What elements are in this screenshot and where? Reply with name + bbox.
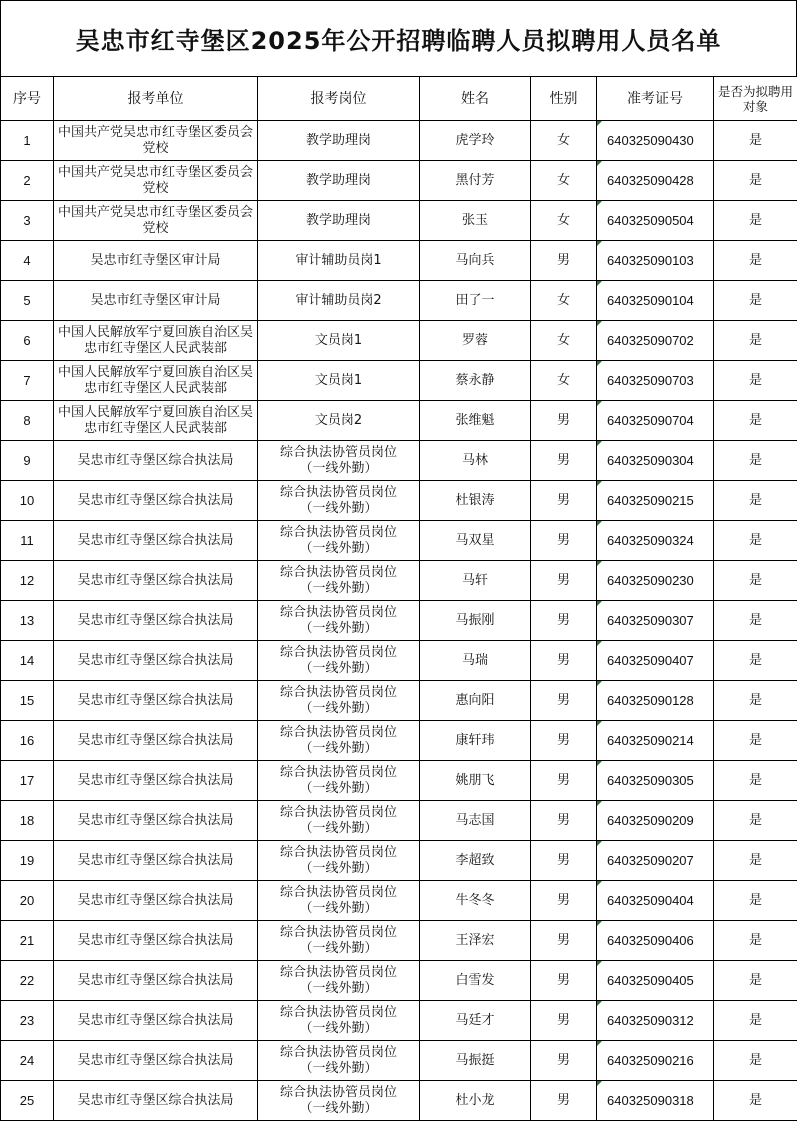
table-row [1, 241, 797, 281]
cell-unit[interactable]: 中国人民解放军宁夏回族自治区吴忠市红寺堡区人民武装部 [54, 361, 258, 401]
cell-gender[interactable]: 男 [531, 241, 597, 281]
cell-name[interactable]: 马志国 [420, 801, 531, 841]
post-title: 综合执法协管员岗位 [279, 524, 397, 540]
cell-exam-no[interactable]: 640325090305 [597, 761, 714, 801]
header-hired[interactable]: 是否为拟聘用对象 [714, 77, 797, 121]
post-title: 文员岗1 [314, 332, 363, 348]
cell-name[interactable]: 马向兵 [420, 241, 531, 281]
table-row [1, 1041, 797, 1081]
cell-hired[interactable]: 是 [714, 521, 797, 561]
cell-gender[interactable]: 男 [531, 601, 597, 641]
cell-name[interactable]: 姚朋飞 [420, 761, 531, 801]
cell-exam-no[interactable]: 640325090406 [597, 921, 714, 961]
cell-exam-no[interactable]: 640325090103 [597, 241, 714, 281]
table-row [1, 281, 797, 321]
cell-unit[interactable]: 中国共产党吴忠市红寺堡区委员会党校 [54, 121, 258, 161]
cell-name[interactable]: 马瑞 [420, 641, 531, 681]
post-title: 综合执法协管员岗位 [279, 924, 397, 940]
cell-hired[interactable]: 是 [714, 681, 797, 721]
cell-post[interactable] [258, 121, 420, 161]
cell-post[interactable] [258, 201, 420, 241]
cell-hired[interactable]: 是 [714, 361, 797, 401]
cell-exam-no[interactable]: 640325090207 [597, 841, 714, 881]
cell-gender[interactable]: 女 [531, 281, 597, 321]
header-unit[interactable]: 报考单位 [54, 77, 258, 121]
cell-gender[interactable]: 男 [531, 481, 597, 521]
cell-name[interactable]: 田了一 [420, 281, 531, 321]
post-title: 综合执法协管员岗位 [279, 1044, 397, 1060]
cell-post[interactable] [258, 881, 420, 921]
table-row [1, 881, 797, 921]
cell-gender[interactable]: 男 [531, 801, 597, 841]
cell-unit[interactable]: 吴忠市红寺堡区综合执法局 [54, 921, 258, 961]
post-title: 教学助理岗 [305, 212, 371, 228]
cell-unit[interactable]: 吴忠市红寺堡区综合执法局 [54, 641, 258, 681]
cell-seq[interactable]: 14 [1, 641, 54, 681]
cell-exam-no[interactable]: 640325090307 [597, 601, 714, 641]
post-subtitle: （一线外勤） [299, 500, 378, 516]
cell-seq[interactable]: 19 [1, 841, 54, 881]
cell-hired[interactable]: 是 [714, 1041, 797, 1081]
cell-post[interactable] [258, 1041, 420, 1081]
table-row [1, 601, 797, 641]
cell-seq[interactable]: 20 [1, 881, 54, 921]
cell-seq[interactable]: 13 [1, 601, 54, 641]
post-title: 综合执法协管员岗位 [279, 724, 397, 740]
cell-exam-no[interactable]: 640325090430 [597, 121, 714, 161]
cell-gender[interactable]: 男 [531, 961, 597, 1001]
header-post[interactable]: 报考岗位 [258, 77, 420, 121]
cell-seq[interactable]: 21 [1, 921, 54, 961]
cell-unit[interactable]: 吴忠市红寺堡区综合执法局 [54, 1081, 258, 1121]
cell-post[interactable] [258, 761, 420, 801]
post-title: 教学助理岗 [305, 172, 371, 188]
post-title: 综合执法协管员岗位 [279, 564, 397, 580]
cell-name[interactable]: 黑付芳 [420, 161, 531, 201]
cell-hired[interactable]: 是 [714, 841, 797, 881]
post-title: 教学助理岗 [305, 132, 371, 148]
table-row [1, 441, 797, 481]
cell-unit[interactable]: 中国人民解放军宁夏回族自治区吴忠市红寺堡区人民武装部 [54, 401, 258, 441]
cell-unit[interactable]: 吴忠市红寺堡区综合执法局 [54, 481, 258, 521]
cell-exam-no[interactable]: 640325090312 [597, 1001, 714, 1041]
cell-seq[interactable]: 17 [1, 761, 54, 801]
post-title: 综合执法协管员岗位 [279, 1084, 397, 1100]
post-subtitle: （一线外勤） [299, 740, 378, 756]
post-title: 综合执法协管员岗位 [279, 604, 397, 620]
cell-exam-no[interactable]: 640325090215 [597, 481, 714, 521]
cell-hired[interactable]: 是 [714, 281, 797, 321]
post-title: 文员岗2 [314, 412, 363, 428]
cell-post[interactable] [258, 801, 420, 841]
cell-post[interactable] [258, 721, 420, 761]
post-subtitle: （一线外勤） [299, 980, 378, 996]
cell-hired[interactable]: 是 [714, 1001, 797, 1041]
cell-post[interactable] [258, 441, 420, 481]
cell-seq[interactable]: 1 [1, 121, 54, 161]
cell-gender[interactable]: 女 [531, 321, 597, 361]
cell-post[interactable] [258, 161, 420, 201]
cell-exam-no[interactable]: 640325090428 [597, 161, 714, 201]
cell-gender[interactable]: 男 [531, 761, 597, 801]
cell-gender[interactable]: 男 [531, 881, 597, 921]
cell-exam-no[interactable]: 640325090407 [597, 641, 714, 681]
cell-hired[interactable]: 是 [714, 161, 797, 201]
cell-hired[interactable]: 是 [714, 441, 797, 481]
cell-name[interactable]: 马林 [420, 441, 531, 481]
cell-exam-no[interactable]: 640325090230 [597, 561, 714, 601]
cell-seq[interactable]: 5 [1, 281, 54, 321]
post-subtitle: （一线外勤） [299, 540, 378, 556]
cell-hired[interactable]: 是 [714, 761, 797, 801]
cell-name[interactable]: 牛冬冬 [420, 881, 531, 921]
cell-gender[interactable]: 男 [531, 401, 597, 441]
cell-exam-no[interactable]: 640325090304 [597, 441, 714, 481]
cell-exam-no[interactable]: 640325090214 [597, 721, 714, 761]
cell-unit[interactable]: 吴忠市红寺堡区综合执法局 [54, 761, 258, 801]
post-title: 文员岗1 [314, 372, 363, 388]
post-subtitle: （一线外勤） [299, 580, 378, 596]
cell-seq[interactable]: 9 [1, 441, 54, 481]
table-row [1, 361, 797, 401]
cell-unit[interactable]: 吴忠市红寺堡区综合执法局 [54, 681, 258, 721]
post-subtitle: （一线外勤） [299, 1100, 378, 1116]
post-subtitle: （一线外勤） [299, 1060, 378, 1076]
cell-seq[interactable]: 24 [1, 1041, 54, 1081]
cell-gender[interactable]: 男 [531, 721, 597, 761]
cell-unit[interactable]: 吴忠市红寺堡区审计局 [54, 241, 258, 281]
cell-seq[interactable]: 15 [1, 681, 54, 721]
cell-exam-no[interactable]: 640325090128 [597, 681, 714, 721]
cell-seq[interactable]: 7 [1, 361, 54, 401]
cell-unit[interactable]: 吴忠市红寺堡区综合执法局 [54, 721, 258, 761]
table-row [1, 401, 797, 441]
cell-unit[interactable]: 吴忠市红寺堡区综合执法局 [54, 441, 258, 481]
cell-seq[interactable]: 10 [1, 481, 54, 521]
cell-exam-no[interactable]: 640325090704 [597, 401, 714, 441]
table-row [1, 1081, 797, 1121]
cell-name[interactable]: 张玉 [420, 201, 531, 241]
table-row [1, 161, 797, 201]
cell-hired[interactable]: 是 [714, 801, 797, 841]
cell-seq[interactable]: 8 [1, 401, 54, 441]
post-title: 综合执法协管员岗位 [279, 964, 397, 980]
cell-post[interactable] [258, 281, 420, 321]
table-body [1, 121, 797, 1121]
cell-unit[interactable]: 吴忠市红寺堡区综合执法局 [54, 1001, 258, 1041]
post-title: 审计辅助员岗2 [295, 292, 382, 308]
cell-unit[interactable]: 吴忠市红寺堡区综合执法局 [54, 521, 258, 561]
post-title: 综合执法协管员岗位 [279, 764, 397, 780]
cell-hired[interactable]: 是 [714, 1081, 797, 1121]
cell-post[interactable] [258, 841, 420, 881]
cell-name[interactable]: 马轩 [420, 561, 531, 601]
header-name[interactable]: 姓名 [420, 77, 531, 121]
table-row [1, 761, 797, 801]
cell-name[interactable]: 白雪发 [420, 961, 531, 1001]
cell-exam-no[interactable]: 640325090318 [597, 1081, 714, 1121]
cell-gender[interactable]: 男 [531, 441, 597, 481]
post-subtitle: （一线外勤） [299, 460, 378, 476]
cell-name[interactable]: 惠向阳 [420, 681, 531, 721]
cell-gender[interactable]: 男 [531, 1041, 597, 1081]
cell-unit[interactable]: 吴忠市红寺堡区综合执法局 [54, 841, 258, 881]
cell-post[interactable] [258, 1081, 420, 1121]
cell-name[interactable]: 马双星 [420, 521, 531, 561]
cell-hired[interactable]: 是 [714, 641, 797, 681]
cell-unit[interactable]: 吴忠市红寺堡区综合执法局 [54, 1041, 258, 1081]
cell-hired[interactable]: 是 [714, 121, 797, 161]
cell-exam-no[interactable]: 640325090405 [597, 961, 714, 1001]
post-title: 综合执法协管员岗位 [279, 684, 397, 700]
header-row [1, 77, 797, 121]
post-subtitle: （一线外勤） [299, 900, 378, 916]
cell-hired[interactable]: 是 [714, 241, 797, 281]
cell-seq[interactable]: 11 [1, 521, 54, 561]
cell-hired[interactable]: 是 [714, 601, 797, 641]
cell-gender[interactable]: 男 [531, 641, 597, 681]
cell-name[interactable]: 王泽宏 [420, 921, 531, 961]
table-row [1, 521, 797, 561]
cell-name[interactable]: 虎学玲 [420, 121, 531, 161]
cell-unit[interactable]: 吴忠市红寺堡区综合执法局 [54, 801, 258, 841]
cell-seq[interactable]: 18 [1, 801, 54, 841]
cell-exam-no[interactable]: 640325090703 [597, 361, 714, 401]
cell-gender[interactable]: 女 [531, 201, 597, 241]
header-gender[interactable]: 性别 [531, 77, 597, 121]
cell-unit[interactable]: 吴忠市红寺堡区审计局 [54, 281, 258, 321]
header-exam-no[interactable]: 准考证号 [597, 77, 714, 121]
post-title: 综合执法协管员岗位 [279, 884, 397, 900]
cell-gender[interactable]: 男 [531, 561, 597, 601]
cell-exam-no[interactable]: 640325090504 [597, 201, 714, 241]
cell-name[interactable]: 蔡永静 [420, 361, 531, 401]
cell-post[interactable] [258, 921, 420, 961]
header-seq[interactable]: 序号 [1, 77, 54, 121]
cell-post[interactable] [258, 641, 420, 681]
cell-seq[interactable]: 22 [1, 961, 54, 1001]
cell-unit[interactable]: 吴忠市红寺堡区综合执法局 [54, 561, 258, 601]
cell-unit[interactable]: 吴忠市红寺堡区综合执法局 [54, 881, 258, 921]
post-subtitle: （一线外勤） [299, 660, 378, 676]
cell-hired[interactable]: 是 [714, 721, 797, 761]
cell-post[interactable] [258, 681, 420, 721]
cell-hired[interactable]: 是 [714, 481, 797, 521]
cell-hired[interactable]: 是 [714, 401, 797, 441]
table-row [1, 321, 797, 361]
cell-hired[interactable]: 是 [714, 561, 797, 601]
cell-hired[interactable]: 是 [714, 201, 797, 241]
cell-name[interactable]: 马廷才 [420, 1001, 531, 1041]
post-subtitle: （一线外勤） [299, 780, 378, 796]
post-subtitle: （一线外勤） [299, 620, 378, 636]
cell-name[interactable]: 马振挺 [420, 1041, 531, 1081]
cell-seq[interactable]: 3 [1, 201, 54, 241]
cell-name[interactable]: 马振刚 [420, 601, 531, 641]
table-row [1, 961, 797, 1001]
table-row [1, 121, 797, 161]
table-row [1, 1001, 797, 1041]
cell-exam-no[interactable]: 640325090209 [597, 801, 714, 841]
cell-gender[interactable]: 女 [531, 121, 597, 161]
post-title: 综合执法协管员岗位 [279, 844, 397, 860]
cell-post[interactable] [258, 561, 420, 601]
post-title: 综合执法协管员岗位 [279, 444, 397, 460]
cell-exam-no[interactable]: 640325090324 [597, 521, 714, 561]
cell-seq[interactable]: 12 [1, 561, 54, 601]
cell-seq[interactable]: 25 [1, 1081, 54, 1121]
cell-gender[interactable]: 男 [531, 1081, 597, 1121]
post-title: 综合执法协管员岗位 [279, 644, 397, 660]
cell-name[interactable]: 李超致 [420, 841, 531, 881]
cell-post[interactable] [258, 401, 420, 441]
cell-name[interactable]: 张维魁 [420, 401, 531, 441]
cell-post[interactable] [258, 361, 420, 401]
post-subtitle: （一线外勤） [299, 820, 378, 836]
hire-list-table [0, 76, 797, 1121]
cell-unit[interactable]: 中国人民解放军宁夏回族自治区吴忠市红寺堡区人民武装部 [54, 321, 258, 361]
post-title: 综合执法协管员岗位 [279, 804, 397, 820]
post-title: 审计辅助员岗1 [295, 252, 382, 268]
cell-unit[interactable]: 吴忠市红寺堡区综合执法局 [54, 601, 258, 641]
post-subtitle: （一线外勤） [299, 860, 378, 876]
cell-hired[interactable]: 是 [714, 921, 797, 961]
table-row [1, 921, 797, 961]
cell-exam-no[interactable]: 640325090702 [597, 321, 714, 361]
cell-seq[interactable]: 2 [1, 161, 54, 201]
cell-exam-no[interactable]: 640325090104 [597, 281, 714, 321]
cell-gender[interactable]: 女 [531, 161, 597, 201]
cell-gender[interactable]: 男 [531, 1001, 597, 1041]
cell-post[interactable] [258, 961, 420, 1001]
post-subtitle: （一线外勤） [299, 940, 378, 956]
table-row [1, 201, 797, 241]
cell-name[interactable]: 杜银涛 [420, 481, 531, 521]
cell-exam-no[interactable]: 640325090404 [597, 881, 714, 921]
cell-unit[interactable]: 中国共产党吴忠市红寺堡区委员会党校 [54, 161, 258, 201]
cell-seq[interactable]: 23 [1, 1001, 54, 1041]
table-row [1, 841, 797, 881]
cell-post[interactable] [258, 1001, 420, 1041]
cell-hired[interactable]: 是 [714, 961, 797, 1001]
cell-unit[interactable]: 中国共产党吴忠市红寺堡区委员会党校 [54, 201, 258, 241]
cell-exam-no[interactable]: 640325090216 [597, 1041, 714, 1081]
cell-post[interactable] [258, 521, 420, 561]
cell-post[interactable] [258, 601, 420, 641]
table-row [1, 641, 797, 681]
table-row [1, 721, 797, 761]
cell-seq[interactable]: 16 [1, 721, 54, 761]
cell-name[interactable]: 罗蓉 [420, 321, 531, 361]
cell-gender[interactable]: 女 [531, 361, 597, 401]
table-row [1, 561, 797, 601]
cell-name[interactable]: 康轩玮 [420, 721, 531, 761]
cell-unit[interactable]: 吴忠市红寺堡区综合执法局 [54, 961, 258, 1001]
post-subtitle: （一线外勤） [299, 1020, 378, 1036]
table-row [1, 481, 797, 521]
cell-post[interactable] [258, 321, 420, 361]
table-row [1, 801, 797, 841]
page-title: 吴忠市红寺堡区2025年公开招聘临聘人员拟聘用人员名单 [0, 0, 797, 76]
post-title: 综合执法协管员岗位 [279, 484, 397, 500]
cell-gender[interactable]: 男 [531, 681, 597, 721]
table-row [1, 681, 797, 721]
cell-gender[interactable]: 男 [531, 921, 597, 961]
cell-gender[interactable]: 男 [531, 841, 597, 881]
cell-gender[interactable]: 男 [531, 521, 597, 561]
cell-post[interactable] [258, 241, 420, 281]
cell-hired[interactable]: 是 [714, 881, 797, 921]
cell-name[interactable]: 杜小龙 [420, 1081, 531, 1121]
cell-post[interactable] [258, 481, 420, 521]
cell-hired[interactable]: 是 [714, 321, 797, 361]
post-subtitle: （一线外勤） [299, 700, 378, 716]
cell-seq[interactable]: 6 [1, 321, 54, 361]
post-title: 综合执法协管员岗位 [279, 1004, 397, 1020]
cell-seq[interactable]: 4 [1, 241, 54, 281]
